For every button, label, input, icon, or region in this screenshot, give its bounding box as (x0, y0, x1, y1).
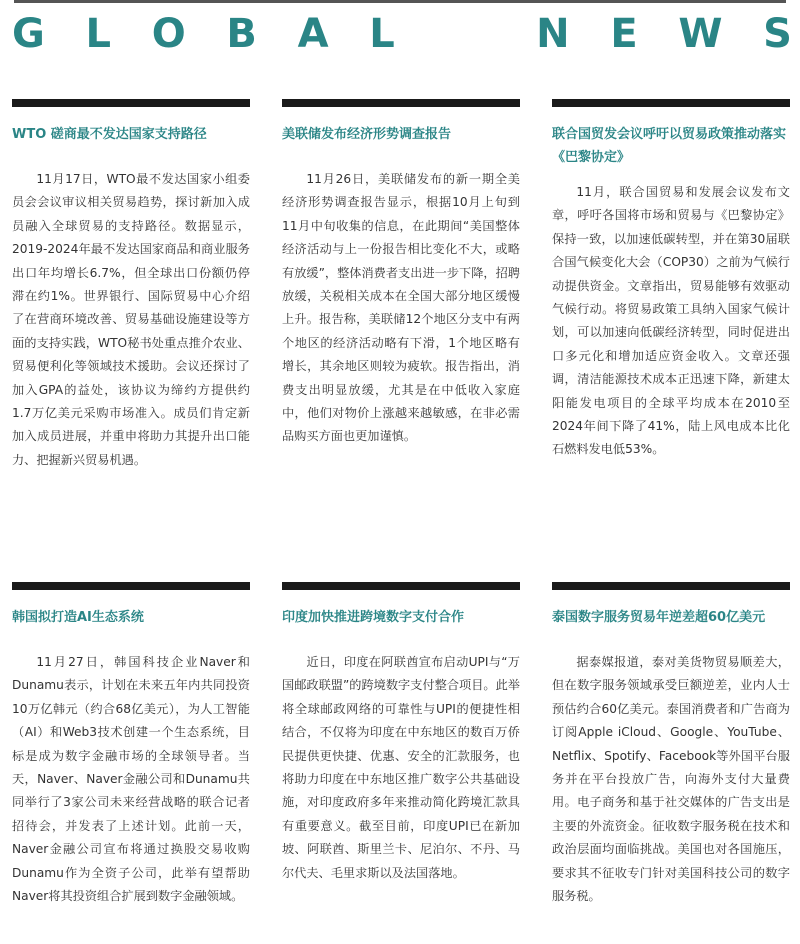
article-body: 据泰媒报道，泰对美货物贸易顺差大，但在数字服务领域承受巨额逆差，业内人士预估约合60亿美元。泰国消费者和广告商为订阅Apple iCloud、Google、YouTube、Netflix、Spotify、Facebook等外国平台服务并在平台投放广告，向海外支付大量费用。电子商务和基于社交媒体的广告支出是主要的外流资金。征收数字服务税在技术和政治层面均面临挑战。美国也对各国施压，要求其不征收专门针对美国科技公司的数字服务税。 (552, 655, 790, 904)
article-thailand-digital (552, 582, 790, 908)
article-body: 11月26日，美联储发布的新一期全美经济形势调查报告显示，根据10月上旬到11月中旬收集的信息，在此期间“美国整体经济活动与上一份报告相比变化不大，或略有放缓”，整体消费者支出进一步下降，招聘放缓，关税相关成本在全国大部分地区缓慢上升。报告称，美联储12个地区分支中有两个地区的经济活动略有下滑，1个地区略有增长，其余地区则较为疲软。报告指出，消费支出明显放缓，尤其是在中低收入家庭中，他们对物价上涨越来越敏感，在非必需品购买方面也更加谨慎。 (282, 172, 520, 444)
masthead-global-news (12, 10, 792, 58)
masthead-letter: A (297, 11, 329, 57)
article-unctad (552, 99, 790, 462)
article-body: 11月27日，韩国科技企业Naver和Dunamu表示，计划在未来五年内共同投资10万亿韩元（约合68亿美元），为人工智能（AI）和Web3技术创建一个生态系统，目标是成为数字金融市场的全球领导者。当天，Naver、Naver金融公司和Dunamu共同举行了3家公司未来经营战略的联合记者招待会，并发表了上述计划。此前一天，Naver金融公司宣布将通过换股交易收购Dunamu作为全资子公司，此举有望帮助Naver将其投资组合扩展到数字金融领域。 (12, 655, 250, 904)
masthead-letter: G (12, 11, 45, 57)
article-korea-ai (12, 582, 250, 908)
article-title: 韩国拟打造AI生态系统 (12, 610, 144, 625)
article-header-bar (12, 99, 250, 107)
article-body: 近日，印度在阿联酋宣布启动UPI与“万国邮政联盟”的跨境数字支付整合项目。此举将全球邮政网络的可靠性与UPI的便捷性相结合，不仅将为印度在中东地区的数百万侨民提供更快捷、优惠、安全的汇款服务，也将助力印度在中东地区推广数字公共基础设施，对印度政府多年来推动简化跨境汇款具有重要意义。截至目前，印度UPI已在新加坡、阿联酋、斯里兰卡、尼泊尔、不丹、马尔代夫、毛里求斯以及法国落地。 (282, 655, 520, 880)
masthead-letter: N (536, 11, 570, 57)
article-header-bar (282, 99, 520, 107)
article-header-bar (12, 582, 250, 590)
article-wto (12, 99, 250, 472)
article-header-bar (552, 582, 790, 590)
masthead-letter: E (610, 11, 638, 57)
article-title: 印度加快推进跨境数字支付合作 (282, 610, 465, 625)
masthead-letter: S (763, 11, 792, 57)
article-header-bar (282, 582, 520, 590)
article-fed (282, 99, 520, 449)
article-india-upi (282, 582, 520, 885)
masthead-letter: B (226, 11, 257, 57)
article-title: 泰国数字服务贸易年逆差超60亿美元 (552, 610, 766, 625)
masthead-letter: O (151, 11, 186, 57)
article-body: 11月，联合国贸易和发展会议发布文章，呼吁各国将市场和贸易与《巴黎协定》保持一致，以加速低碳转型，并在第30届联合国气候变化大会（COP30）之前为气候行动提供资金。文章指出，贸易能够有效驱动气候行动。将贸易政策工具纳入国家气候计划，可以加速向低碳经济转型，同时促进出口多元化和增加适应资金收入。文章还强调，清洁能源技术成本正迅速下降，新建太阳能发电项目的全球平均成本在2010至2024年间下降了41%，陆上风电成本比化石燃料发电低53%。 (552, 185, 790, 457)
masthead-letter: W (678, 11, 723, 57)
article-title: 美联储发布经济形势调查报告 (282, 127, 452, 142)
article-title: 联合国贸发会议呼吁以贸易政策推动落实《巴黎协定》 (552, 127, 787, 165)
article-header-bar (552, 99, 790, 107)
article-title: WTO 磋商最不发达国家支持路径 (12, 127, 207, 142)
masthead-letter: L (85, 11, 112, 57)
masthead-letter: L (369, 11, 395, 57)
article-body: 11月17日，WTO最不发达国家小组委员会会议审议相关贸易趋势，探讨新加入成员融入全球贸易的支持路径。数据显示，2019-2024年最不发达国家商品和商业服务出口年均增长6.7%，但全球出口份额仍停滞在约1%。世界银行、国际贸易中心介绍了在营商环境改善、贸易基础设施建设等方面的支持实践，WTO秘书处重点推介农业、贸易便利化等领域技术援助。会议还探讨了加入GPA的益处，该协议为缔约方提供约1.7万亿美元采购市场准入。成员们肯定新加入成员进展，并重申将助力其提升出口能力、把握新兴贸易机遇。 (12, 172, 250, 467)
top-rule (14, 0, 786, 3)
